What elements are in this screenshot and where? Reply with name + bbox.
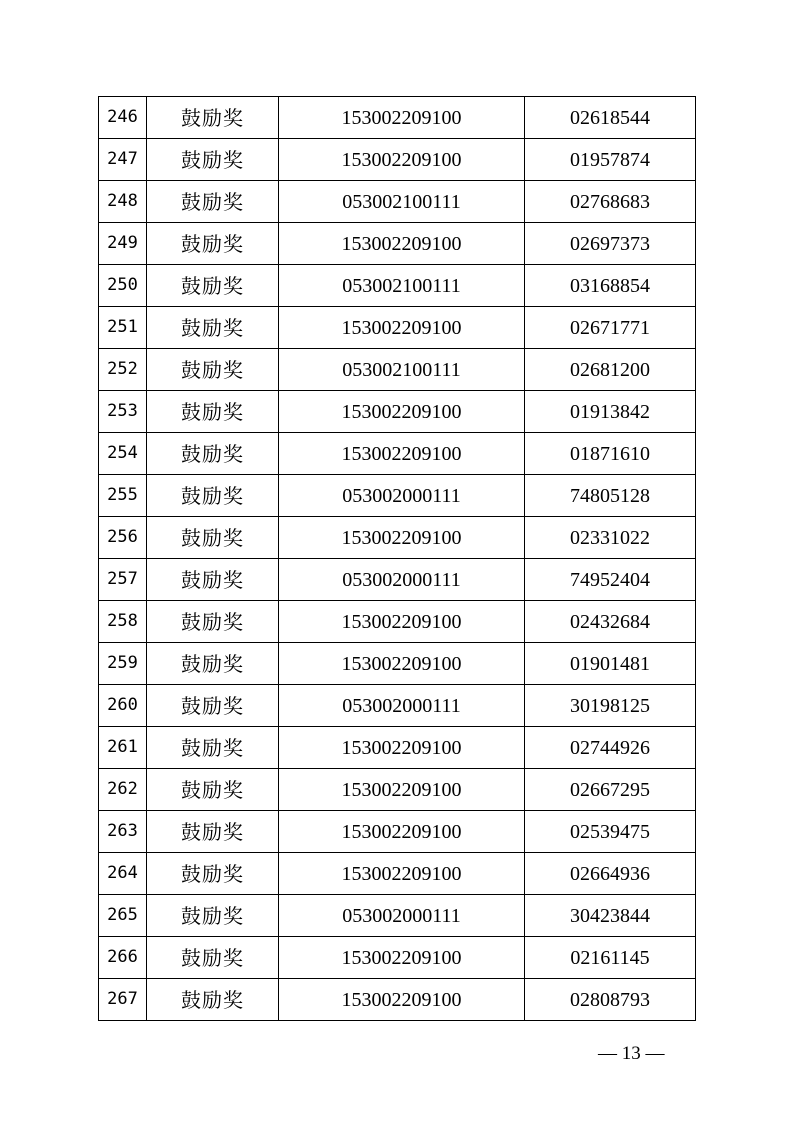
ticket-number: 02539475 (525, 811, 696, 853)
ticket-number: 02744926 (525, 727, 696, 769)
award-name: 鼓励奖 (147, 307, 279, 349)
row-index: 265 (99, 895, 147, 937)
ticket-number: 02667295 (525, 769, 696, 811)
table-row (99, 97, 696, 139)
award-name: 鼓励奖 (147, 223, 279, 265)
row-index: 249 (99, 223, 147, 265)
ticket-number: 30198125 (525, 685, 696, 727)
award-name: 鼓励奖 (147, 139, 279, 181)
award-name: 鼓励奖 (147, 769, 279, 811)
table-row (99, 265, 696, 307)
table-row (99, 349, 696, 391)
award-table-body (99, 97, 696, 1021)
table-row (99, 769, 696, 811)
row-index: 255 (99, 475, 147, 517)
award-name: 鼓励奖 (147, 475, 279, 517)
lottery-code: 153002209100 (279, 853, 525, 895)
award-name: 鼓励奖 (147, 265, 279, 307)
ticket-number: 30423844 (525, 895, 696, 937)
award-name: 鼓励奖 (147, 685, 279, 727)
lottery-code: 153002209100 (279, 307, 525, 349)
lottery-code: 153002209100 (279, 979, 525, 1021)
lottery-code: 053002000111 (279, 685, 525, 727)
lottery-code: 153002209100 (279, 391, 525, 433)
award-name: 鼓励奖 (147, 811, 279, 853)
page-number: — 13 — (598, 1043, 665, 1064)
table-row (99, 433, 696, 475)
row-index: 267 (99, 979, 147, 1021)
ticket-number: 74952404 (525, 559, 696, 601)
ticket-number: 01901481 (525, 643, 696, 685)
award-name: 鼓励奖 (147, 895, 279, 937)
ticket-number: 02697373 (525, 223, 696, 265)
award-name: 鼓励奖 (147, 391, 279, 433)
ticket-number: 02808793 (525, 979, 696, 1021)
row-index: 259 (99, 643, 147, 685)
lottery-code: 053002100111 (279, 349, 525, 391)
table-row (99, 895, 696, 937)
award-name: 鼓励奖 (147, 181, 279, 223)
table-row (99, 811, 696, 853)
row-index: 261 (99, 727, 147, 769)
lottery-code: 153002209100 (279, 727, 525, 769)
table-row (99, 139, 696, 181)
lottery-code: 053002100111 (279, 181, 525, 223)
row-index: 256 (99, 517, 147, 559)
row-index: 254 (99, 433, 147, 475)
lottery-code: 053002100111 (279, 265, 525, 307)
row-index: 263 (99, 811, 147, 853)
award-name: 鼓励奖 (147, 97, 279, 139)
ticket-number: 02618544 (525, 97, 696, 139)
ticket-number: 01871610 (525, 433, 696, 475)
row-index: 258 (99, 601, 147, 643)
lottery-code: 053002000111 (279, 895, 525, 937)
lottery-code: 153002209100 (279, 517, 525, 559)
row-index: 246 (99, 97, 147, 139)
row-index: 266 (99, 937, 147, 979)
table-row (99, 979, 696, 1021)
ticket-number: 01957874 (525, 139, 696, 181)
award-name: 鼓励奖 (147, 727, 279, 769)
row-index: 260 (99, 685, 147, 727)
lottery-code: 153002209100 (279, 937, 525, 979)
table-row (99, 181, 696, 223)
ticket-number: 02671771 (525, 307, 696, 349)
table-row (99, 853, 696, 895)
lottery-code: 053002000111 (279, 475, 525, 517)
ticket-number: 02161145 (525, 937, 696, 979)
award-name: 鼓励奖 (147, 979, 279, 1021)
ticket-number: 02768683 (525, 181, 696, 223)
lottery-code: 153002209100 (279, 97, 525, 139)
row-index: 252 (99, 349, 147, 391)
lottery-code: 153002209100 (279, 601, 525, 643)
ticket-number: 02681200 (525, 349, 696, 391)
row-index: 250 (99, 265, 147, 307)
table-row (99, 685, 696, 727)
lottery-code: 053002000111 (279, 559, 525, 601)
table-row (99, 391, 696, 433)
award-name: 鼓励奖 (147, 517, 279, 559)
table-row (99, 601, 696, 643)
award-name: 鼓励奖 (147, 643, 279, 685)
table-row (99, 475, 696, 517)
award-name: 鼓励奖 (147, 559, 279, 601)
table-row (99, 559, 696, 601)
table-row (99, 643, 696, 685)
row-index: 262 (99, 769, 147, 811)
row-index: 253 (99, 391, 147, 433)
row-index: 264 (99, 853, 147, 895)
lottery-code: 153002209100 (279, 769, 525, 811)
table-row (99, 307, 696, 349)
lottery-code: 153002209100 (279, 223, 525, 265)
ticket-number: 01913842 (525, 391, 696, 433)
lottery-code: 153002209100 (279, 811, 525, 853)
award-name: 鼓励奖 (147, 601, 279, 643)
table-row (99, 223, 696, 265)
ticket-number: 02432684 (525, 601, 696, 643)
row-index: 248 (99, 181, 147, 223)
award-name: 鼓励奖 (147, 937, 279, 979)
award-table (98, 96, 696, 1021)
table-row (99, 727, 696, 769)
lottery-code: 153002209100 (279, 139, 525, 181)
ticket-number: 02664936 (525, 853, 696, 895)
table-row (99, 937, 696, 979)
lottery-code: 153002209100 (279, 433, 525, 475)
table-row (99, 517, 696, 559)
award-name: 鼓励奖 (147, 433, 279, 475)
award-name: 鼓励奖 (147, 853, 279, 895)
row-index: 247 (99, 139, 147, 181)
ticket-number: 74805128 (525, 475, 696, 517)
ticket-number: 03168854 (525, 265, 696, 307)
row-index: 257 (99, 559, 147, 601)
ticket-number: 02331022 (525, 517, 696, 559)
award-name: 鼓励奖 (147, 349, 279, 391)
row-index: 251 (99, 307, 147, 349)
lottery-code: 153002209100 (279, 643, 525, 685)
